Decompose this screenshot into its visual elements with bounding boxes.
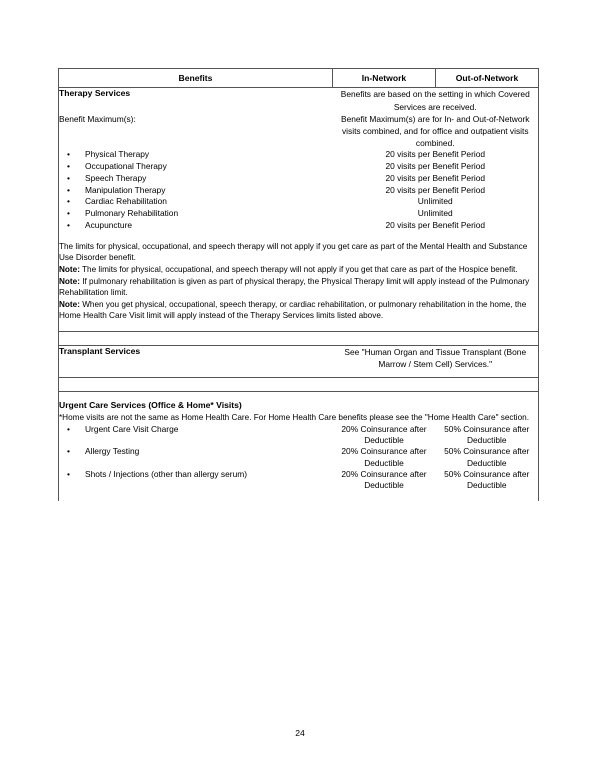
table-row bbox=[59, 185, 539, 197]
paragraph-text: If pulmonary rehabilitation is given as part of physical therapy, the Physical Therapy limit will apply instead of the Pulmonary Rehabilitation limit. bbox=[59, 276, 530, 298]
therapy-paragraph-row bbox=[59, 276, 539, 299]
section-title-therapy-services: Therapy Services bbox=[59, 88, 333, 113]
item-label: Cardiac Rehabilitation bbox=[85, 196, 167, 207]
spacer-cell bbox=[436, 492, 539, 501]
item-label: Manipulation Therapy bbox=[85, 184, 166, 195]
table-row bbox=[59, 161, 539, 173]
therapy-services-title-row bbox=[59, 88, 539, 113]
bullet-icon: • bbox=[67, 423, 70, 434]
benefits-table bbox=[58, 68, 539, 501]
therapy-note-paragraph-3 bbox=[59, 299, 539, 332]
section-title-transplant-services: Transplant Services bbox=[59, 346, 333, 378]
therapy-item-manipulation-therapy bbox=[59, 185, 333, 197]
bullet-icon: • bbox=[67, 149, 70, 160]
therapy-paragraph-row bbox=[59, 264, 539, 276]
note-prefix: Note: bbox=[59, 264, 80, 274]
paragraph-text: The limits for physical, occupational, and speech therapy will not apply if you get that care as part of the Hospice benefit. bbox=[79, 264, 518, 274]
therapy-item-physical-therapy bbox=[59, 149, 333, 161]
item-value: 20 visits per Benefit Period bbox=[333, 161, 539, 173]
bullet-icon: • bbox=[67, 468, 70, 479]
bullet-icon: • bbox=[67, 161, 70, 172]
note-prefix: Note: bbox=[59, 276, 80, 286]
urgent-care-title-row bbox=[59, 392, 539, 412]
item-out-of-network-value: 50% Coinsurance after Deductible bbox=[436, 424, 539, 447]
item-in-network-value: 20% Coinsurance after Deductible bbox=[341, 423, 427, 445]
section-spacer-row bbox=[59, 332, 539, 346]
table-row bbox=[59, 173, 539, 185]
urgent-care-item-shots-injections bbox=[59, 469, 333, 492]
benefit-maximum-label: Benefit Maximum(s): bbox=[59, 113, 333, 150]
table-row bbox=[59, 196, 539, 208]
therapy-note-paragraph-1 bbox=[59, 264, 539, 276]
page-number: 24 bbox=[295, 728, 305, 738]
table-header-row bbox=[59, 69, 539, 88]
paragraph-text: When you get physical, occupational, speech therapy, or cardiac rehabilitation, or pulmonary rehabilitation in the home, the Home Health Care Visit limit will apply instead of the Therapy Services limits listed above. bbox=[59, 299, 527, 321]
item-value: 20 visits per Benefit Period bbox=[333, 185, 539, 197]
transplant-services-note: See "Human Organ and Tissue Transplant (Bone Marrow / Stem Cell) Services." bbox=[333, 346, 539, 378]
item-out-of-network-value: 50% Coinsurance after Deductible bbox=[436, 446, 539, 469]
section-spacer-row bbox=[59, 378, 539, 392]
item-label: Shots / Injections (other than allergy serum) bbox=[85, 468, 247, 479]
therapy-services-title-note: Benefits are based on the setting in which Covered Services are received. bbox=[333, 88, 539, 113]
note-prefix: Note: bbox=[59, 299, 80, 309]
therapy-note-paragraph-2 bbox=[59, 276, 539, 299]
bullet-icon: • bbox=[67, 446, 70, 457]
therapy-note-paragraph-0 bbox=[59, 232, 539, 264]
bullet-icon: • bbox=[67, 172, 70, 183]
bullet-icon: • bbox=[67, 196, 70, 207]
spacer-cell bbox=[333, 492, 436, 501]
therapy-services-maximum-row bbox=[59, 113, 539, 150]
item-label: Acupuncture bbox=[85, 219, 133, 230]
paragraph-text: The limits for physical, occupational, and speech therapy will not apply if you get care as part of the Mental Health and Substance Use Disorder benefit. bbox=[59, 241, 528, 263]
item-label: Physical Therapy bbox=[85, 149, 150, 160]
item-in-network-value: 20% Coinsurance after Deductible bbox=[341, 468, 427, 491]
therapy-paragraph-row bbox=[59, 232, 539, 264]
urgent-care-footnote: *Home visits are not the same as Home Health Care. For Home Health Care benefits please see the "Home Health Care" section. bbox=[59, 412, 539, 424]
transplant-services-row bbox=[59, 346, 539, 378]
column-header-in-network: In-Network bbox=[333, 69, 436, 88]
item-value: 20 visits per Benefit Period bbox=[333, 220, 539, 232]
therapy-item-acupuncture bbox=[59, 220, 333, 232]
item-in-network-value: 20% Coinsurance after Deductible bbox=[341, 446, 427, 468]
table-row bbox=[59, 149, 539, 161]
item-value: 20 visits per Benefit Period bbox=[333, 173, 539, 185]
table-row bbox=[59, 424, 539, 447]
item-label: Allergy Testing bbox=[85, 446, 140, 457]
spacer-cell bbox=[59, 492, 333, 501]
item-value: 20 visits per Benefit Period bbox=[333, 149, 539, 161]
therapy-item-occupational-therapy bbox=[59, 161, 333, 173]
bullet-icon: • bbox=[67, 219, 70, 230]
item-label: Occupational Therapy bbox=[85, 161, 167, 172]
bullet-icon: • bbox=[67, 208, 70, 219]
item-label: Pulmonary Rehabilitation bbox=[85, 208, 179, 219]
column-header-benefits: Benefits bbox=[59, 69, 333, 88]
bullet-icon: • bbox=[67, 184, 70, 195]
therapy-item-cardiac-rehabilitation bbox=[59, 196, 333, 208]
table-row bbox=[59, 208, 539, 220]
therapy-item-speech-therapy bbox=[59, 173, 333, 185]
table-row bbox=[59, 469, 539, 492]
item-value: Unlimited bbox=[333, 196, 539, 208]
section-title-urgent-care-services: Urgent Care Services (Office & Home* Visits) bbox=[59, 392, 539, 412]
spacer-cell bbox=[59, 332, 539, 346]
urgent-care-footnote-row bbox=[59, 412, 539, 424]
therapy-paragraph-row bbox=[59, 299, 539, 332]
urgent-care-item-visit-charge bbox=[59, 424, 333, 447]
table-row bbox=[59, 220, 539, 232]
urgent-care-item-allergy-testing bbox=[59, 446, 333, 469]
spacer-cell bbox=[59, 378, 539, 392]
item-out-of-network-value: 50% Coinsurance after Deductible bbox=[436, 469, 539, 492]
table-trailing-gap-row bbox=[59, 492, 539, 501]
therapy-item-pulmonary-rehabilitation bbox=[59, 208, 333, 220]
item-label: Speech Therapy bbox=[85, 172, 147, 183]
table-row bbox=[59, 446, 539, 469]
column-header-out-of-network: Out-of-Network bbox=[436, 69, 539, 88]
item-value: Unlimited bbox=[333, 208, 539, 220]
item-label: Urgent Care Visit Charge bbox=[85, 423, 179, 434]
benefit-maximum-note: Benefit Maximum(s) are for In- and Out-of-Network visits combined, and for office and outpatient visits combined. bbox=[333, 113, 539, 150]
